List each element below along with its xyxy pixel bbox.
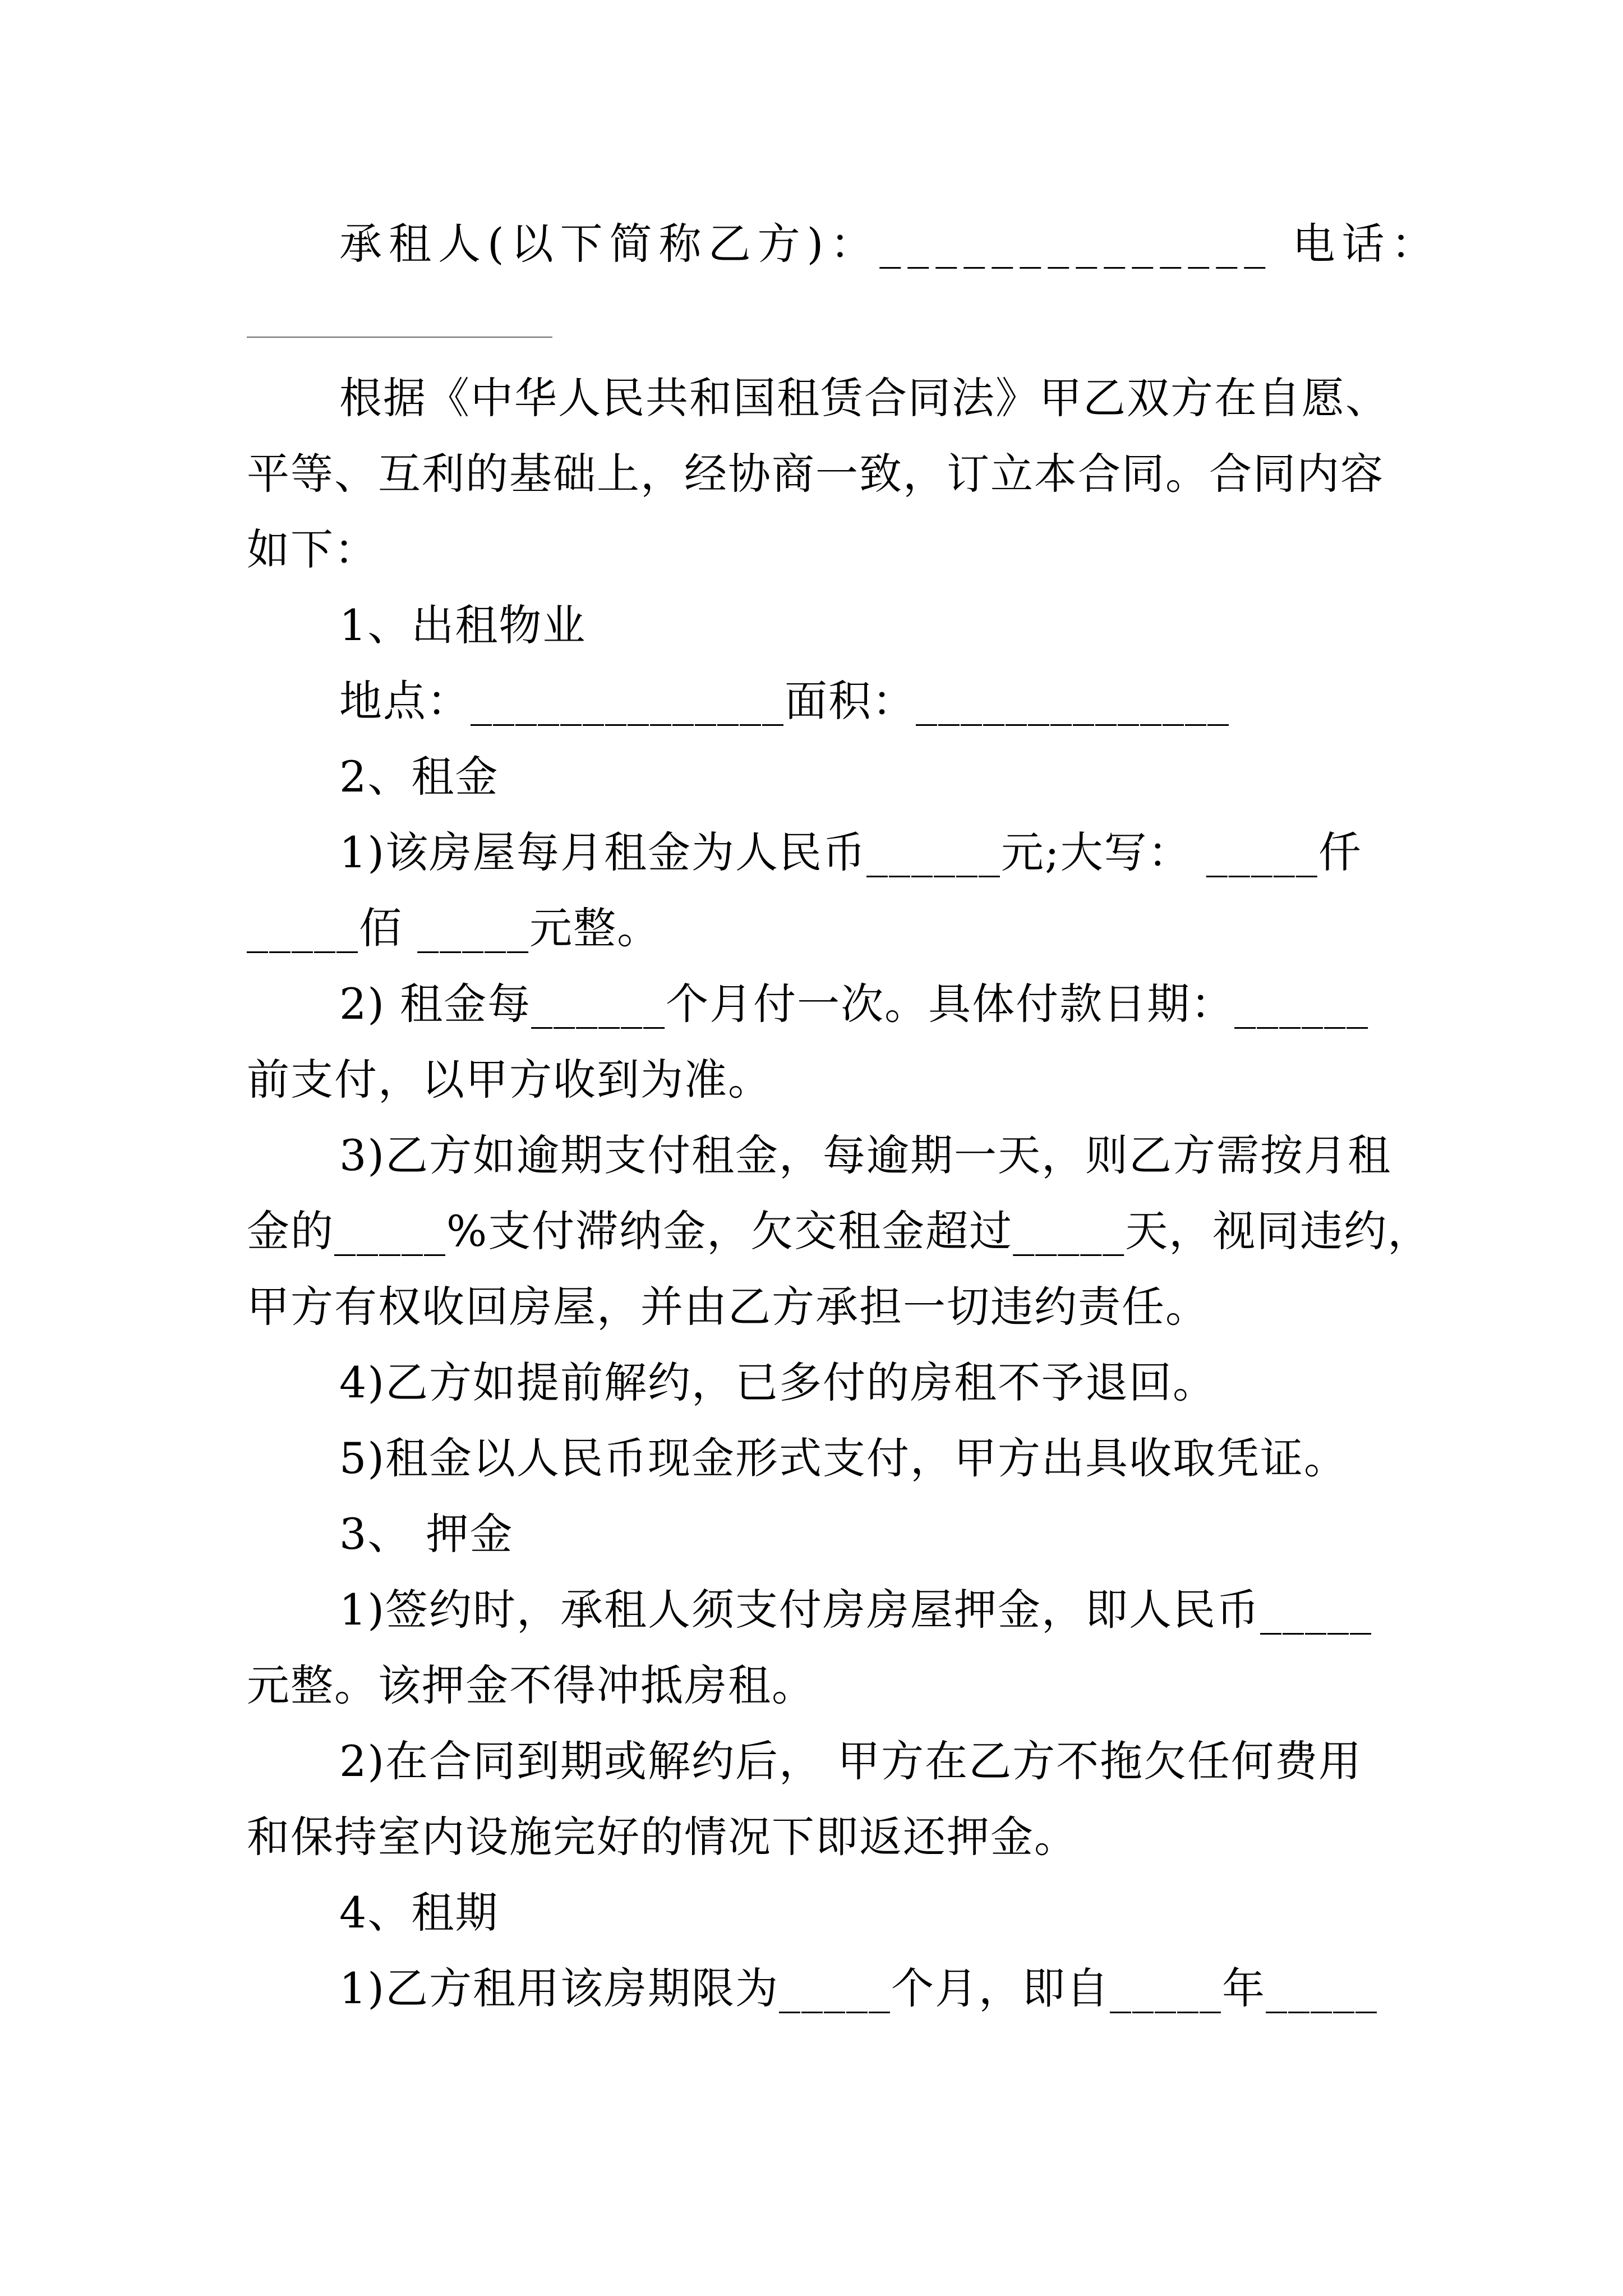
rent-amount-line-2: _____佰 _____元整。 (247, 903, 661, 953)
late-fee-line-3: 甲方有权收回房屋，并由乙方承担一切违约责任。 (247, 1282, 1209, 1332)
section-3-heading: 3、 押金 (339, 1509, 514, 1559)
deposit-line-1: 1)签约时，承租人须支付房房屋押金，即人民币_____ (339, 1585, 1373, 1635)
deposit-return-line-1: 2)在合同到期或解约后， 甲方在乙方不拖欠任何费用 (339, 1736, 1363, 1786)
payment-form-line: 5)租金以人民币现金形式支付，甲方出具收取凭证。 (339, 1433, 1348, 1483)
section-1-heading: 1、出租物业 (339, 600, 587, 650)
section-2-heading: 2、租金 (339, 752, 499, 802)
preamble-line-2: 平等、互利的基础上，经协商一致，订立本合同。合同内容 (247, 449, 1384, 499)
tenant-line: 承租人(以下简称乙方)：______________ 电话： (339, 219, 1441, 269)
late-fee-line-1: 3)乙方如逾期支付租金，每逾期一天，则乙方需按月租 (339, 1130, 1392, 1180)
location-area-line: 地点：______________面积：______________ (339, 676, 1230, 726)
preamble-line-3: 如下： (247, 524, 378, 574)
rent-amount-line-1: 1)该房屋每月租金为人民币______元;大写： _____仟 (339, 827, 1362, 877)
lease-term-line: 1)乙方租用该房期限为_____个月，即自_____年_____ (339, 1963, 1378, 2013)
deposit-return-line-2: 和保持室内设施完好的情况下即返还押金。 (247, 1812, 1078, 1862)
late-fee-line-2: 金的_____%支付滞纳金，欠交租金超过_____天，视同违约， (247, 1206, 1432, 1256)
rent-frequency-line-1: 2) 租金每______个月付一次。具体付款日期：______ (339, 979, 1370, 1029)
preamble-line-1: 根据《中华人民共和国租赁合同法》甲乙双方在自愿、 (339, 373, 1389, 423)
early-termination-line: 4)乙方如提前解约，已多付的房租不予退回。 (339, 1358, 1217, 1407)
deposit-line-2: 元整。该押金不得冲抵房租。 (247, 1660, 815, 1710)
phone-blank-rule (247, 337, 552, 338)
section-4-heading: 4、租期 (339, 1888, 499, 1938)
rent-frequency-line-2: 前支付，以甲方收到为准。 (247, 1055, 772, 1105)
